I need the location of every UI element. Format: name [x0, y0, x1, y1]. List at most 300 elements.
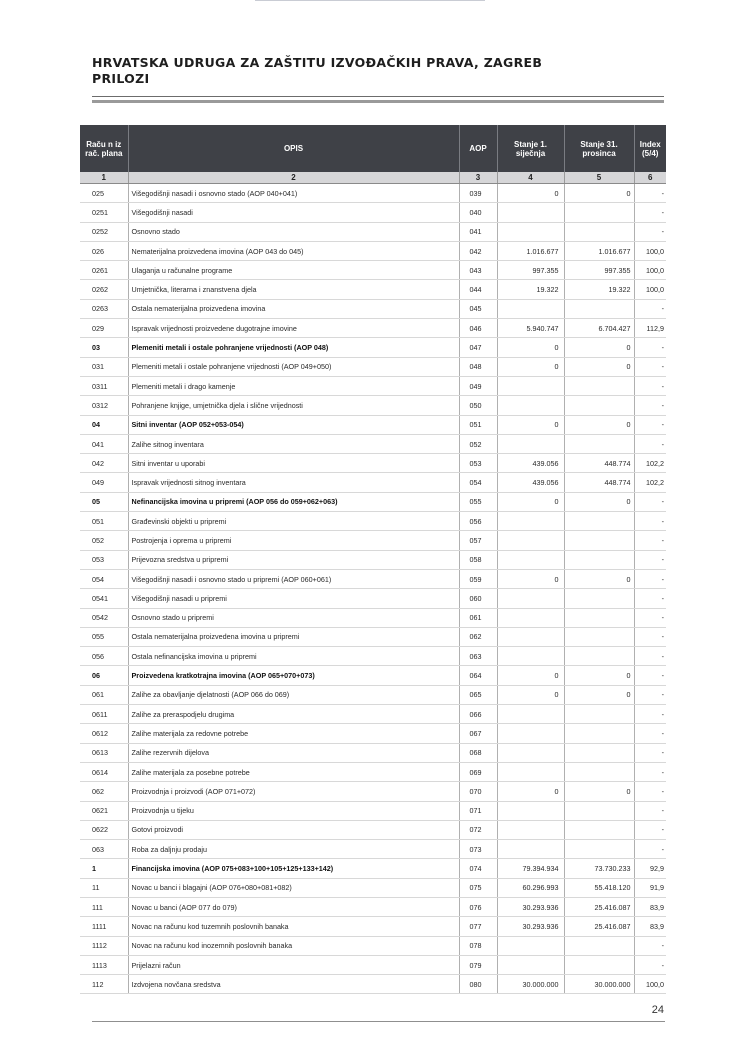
column-number: 3: [459, 172, 497, 184]
table-row: [80, 705, 666, 724]
table-row: [80, 589, 666, 608]
index-cell: 100,0: [634, 261, 666, 280]
description-cell: Višegodišnji nasadi i osnovno stado (AOP 040+041): [128, 184, 459, 203]
aop-cell: 044: [459, 280, 497, 299]
aop-cell: 072: [459, 820, 497, 839]
aop-cell: 067: [459, 724, 497, 743]
account-code-cell: 04: [80, 415, 128, 434]
account-code-cell: 03: [80, 338, 128, 357]
index-cell: -: [634, 647, 666, 666]
account-code-cell: 0614: [80, 762, 128, 781]
table-row: [80, 859, 666, 878]
aop-cell: 075: [459, 878, 497, 897]
description-cell: Ispravak vrijednosti sitnog inventara: [128, 473, 459, 492]
table-row: [80, 492, 666, 511]
account-code-cell: 0262: [80, 280, 128, 299]
opening-balance-cell: 0: [497, 569, 564, 588]
index-cell: -: [634, 762, 666, 781]
index-cell: -: [634, 299, 666, 318]
table-row: [80, 473, 666, 492]
table-row: [80, 647, 666, 666]
opening-balance-cell: [497, 762, 564, 781]
aop-cell: 064: [459, 666, 497, 685]
aop-cell: 057: [459, 531, 497, 550]
account-code-cell: 0251: [80, 203, 128, 222]
closing-balance-cell: 448.774: [564, 473, 634, 492]
column-number: 5: [564, 172, 634, 184]
opening-balance-cell: [497, 820, 564, 839]
index-cell: -: [634, 743, 666, 762]
table-row: [80, 376, 666, 395]
table-row: [80, 357, 666, 376]
opening-balance-cell: 0: [497, 184, 564, 203]
aop-cell: 069: [459, 762, 497, 781]
opening-balance-cell: [497, 840, 564, 859]
account-code-cell: 025: [80, 184, 128, 203]
account-code-cell: 052: [80, 531, 128, 550]
account-code-cell: 055: [80, 627, 128, 646]
closing-balance-cell: 0: [564, 184, 634, 203]
document-title: HRVATSKA UDRUGA ZA ZAŠTITU IZVOĐAČKIH PRAVA, ZAGREB: [92, 55, 543, 70]
closing-balance-cell: 25.416.087: [564, 897, 634, 916]
closing-balance-cell: [564, 222, 634, 241]
opening-balance-cell: 0: [497, 357, 564, 376]
account-code-cell: 0263: [80, 299, 128, 318]
account-code-cell: 06: [80, 666, 128, 685]
index-cell: -: [634, 840, 666, 859]
aop-cell: 043: [459, 261, 497, 280]
description-cell: Umjetnička, literarna i znanstvena djela: [128, 280, 459, 299]
description-cell: Proizvodnja u tijeku: [128, 801, 459, 820]
index-cell: -: [634, 724, 666, 743]
index-cell: -: [634, 608, 666, 627]
description-cell: Osnovno stado: [128, 222, 459, 241]
account-code-cell: 0252: [80, 222, 128, 241]
closing-balance-cell: [564, 376, 634, 395]
account-code-cell: 061: [80, 685, 128, 704]
table-row: [80, 241, 666, 260]
description-cell: Osnovno stado u pripremi: [128, 608, 459, 627]
description-cell: Sitni inventar u uporabi: [128, 454, 459, 473]
closing-balance-cell: 0: [564, 685, 634, 704]
account-code-cell: 1111: [80, 917, 128, 936]
closing-balance-cell: [564, 550, 634, 569]
index-cell: -: [634, 705, 666, 724]
opening-balance-cell: [497, 743, 564, 762]
aop-cell: 047: [459, 338, 497, 357]
aop-cell: 060: [459, 589, 497, 608]
description-cell: Zalihe materijala za redovne potrebe: [128, 724, 459, 743]
closing-balance-cell: [564, 820, 634, 839]
closing-balance-cell: [564, 724, 634, 743]
closing-balance-cell: [564, 647, 634, 666]
closing-balance-cell: 25.416.087: [564, 917, 634, 936]
description-cell: Plemeniti metali i drago kamenje: [128, 376, 459, 395]
document-header: [92, 55, 664, 87]
aop-cell: 052: [459, 434, 497, 453]
account-code-cell: 0612: [80, 724, 128, 743]
table-row: [80, 685, 666, 704]
aop-cell: 074: [459, 859, 497, 878]
opening-balance-cell: 19.322: [497, 280, 564, 299]
opening-balance-cell: 5.940.747: [497, 319, 564, 338]
index-cell: -: [634, 569, 666, 588]
index-cell: -: [634, 685, 666, 704]
description-cell: Pohranjene knjige, umjetnička djela i slične vrijednosti: [128, 396, 459, 415]
aop-cell: 080: [459, 975, 497, 994]
aop-cell: 054: [459, 473, 497, 492]
closing-balance-cell: 55.418.120: [564, 878, 634, 897]
index-cell: -: [634, 782, 666, 801]
aop-cell: 071: [459, 801, 497, 820]
index-cell: -: [634, 376, 666, 395]
table-row: [80, 975, 666, 994]
opening-balance-cell: 997.355: [497, 261, 564, 280]
closing-balance-cell: 0: [564, 357, 634, 376]
table-row: [80, 512, 666, 531]
index-cell: 102,2: [634, 454, 666, 473]
description-cell: Zalihe materijala za posebne potrebe: [128, 762, 459, 781]
opening-balance-cell: [497, 608, 564, 627]
index-cell: 91,9: [634, 878, 666, 897]
closing-balance-cell: [564, 743, 634, 762]
description-cell: Gotovi proizvodi: [128, 820, 459, 839]
index-cell: -: [634, 338, 666, 357]
closing-balance-cell: 0: [564, 782, 634, 801]
description-cell: Novac u banci (AOP 077 do 079): [128, 897, 459, 916]
description-cell: Višegodišnji nasadi i osnovno stado u pripremi (AOP 060+061): [128, 569, 459, 588]
table-row: [80, 550, 666, 569]
opening-balance-cell: [497, 512, 564, 531]
opening-balance-cell: 79.394.934: [497, 859, 564, 878]
opening-balance-cell: [497, 801, 564, 820]
closing-balance-cell: 0: [564, 338, 634, 357]
column-header-description: OPIS: [128, 125, 459, 172]
aop-cell: 056: [459, 512, 497, 531]
aop-cell: 077: [459, 917, 497, 936]
table-row: [80, 280, 666, 299]
description-cell: Izdvojena novčana sredstva: [128, 975, 459, 994]
table-row: [80, 724, 666, 743]
table-row: [80, 762, 666, 781]
description-cell: Sitni inventar (AOP 052+053-054): [128, 415, 459, 434]
aop-cell: 051: [459, 415, 497, 434]
account-code-cell: 026: [80, 241, 128, 260]
aop-cell: 055: [459, 492, 497, 511]
opening-balance-cell: 0: [497, 782, 564, 801]
index-cell: -: [634, 184, 666, 203]
table-row: [80, 434, 666, 453]
description-cell: Novac na računu kod inozemnih poslovnih banaka: [128, 936, 459, 955]
opening-balance-cell: [497, 724, 564, 743]
description-cell: Zalihe za preraspodjelu drugima: [128, 705, 459, 724]
index-cell: -: [634, 550, 666, 569]
opening-balance-cell: [497, 376, 564, 395]
description-cell: Ulaganja u računalne programe: [128, 261, 459, 280]
aop-cell: 039: [459, 184, 497, 203]
table-row: [80, 261, 666, 280]
index-cell: 92,9: [634, 859, 666, 878]
table-row: [80, 338, 666, 357]
index-cell: 112,9: [634, 319, 666, 338]
top-divider: [255, 0, 485, 1]
column-header-closing-balance: Stanje 31. prosinca: [564, 125, 634, 172]
index-cell: -: [634, 222, 666, 241]
aop-cell: 079: [459, 955, 497, 974]
opening-balance-cell: 30.293.936: [497, 917, 564, 936]
description-cell: Prijevozna sredstva u pripremi: [128, 550, 459, 569]
account-code-cell: 051: [80, 512, 128, 531]
description-cell: Građevinski objekti u pripremi: [128, 512, 459, 531]
aop-cell: 076: [459, 897, 497, 916]
opening-balance-cell: [497, 222, 564, 241]
opening-balance-cell: [497, 396, 564, 415]
index-cell: -: [634, 357, 666, 376]
aop-cell: 066: [459, 705, 497, 724]
index-cell: 100,0: [634, 280, 666, 299]
account-code-cell: 0613: [80, 743, 128, 762]
description-cell: Novac na računu kod tuzemnih poslovnih banaka: [128, 917, 459, 936]
document-subtitle: PRILOZI: [92, 71, 150, 86]
closing-balance-cell: [564, 840, 634, 859]
table-row: [80, 299, 666, 318]
aop-cell: 059: [459, 569, 497, 588]
account-code-cell: 11: [80, 878, 128, 897]
account-code-cell: 062: [80, 782, 128, 801]
table-row: [80, 897, 666, 916]
closing-balance-cell: 448.774: [564, 454, 634, 473]
account-code-cell: 029: [80, 319, 128, 338]
description-cell: Zalihe sitnog inventara: [128, 434, 459, 453]
index-cell: -: [634, 415, 666, 434]
description-cell: Proizvodnja i proizvodi (AOP 071+072): [128, 782, 459, 801]
closing-balance-cell: [564, 396, 634, 415]
account-code-cell: 054: [80, 569, 128, 588]
description-cell: Zalihe rezervnih dijelova: [128, 743, 459, 762]
aop-cell: 068: [459, 743, 497, 762]
description-cell: Prijelazni račun: [128, 955, 459, 974]
closing-balance-cell: [564, 531, 634, 550]
closing-balance-cell: 6.704.427: [564, 319, 634, 338]
closing-balance-cell: [564, 608, 634, 627]
opening-balance-cell: 30.293.936: [497, 897, 564, 916]
table-row: [80, 955, 666, 974]
closing-balance-cell: 0: [564, 415, 634, 434]
index-cell: -: [634, 589, 666, 608]
opening-balance-cell: 0: [497, 666, 564, 685]
index-cell: -: [634, 627, 666, 646]
index-cell: -: [634, 955, 666, 974]
index-cell: -: [634, 396, 666, 415]
account-code-cell: 042: [80, 454, 128, 473]
column-number: 2: [128, 172, 459, 184]
aop-cell: 040: [459, 203, 497, 222]
closing-balance-cell: 1.016.677: [564, 241, 634, 260]
account-code-cell: 031: [80, 357, 128, 376]
table-row: [80, 608, 666, 627]
closing-balance-cell: 0: [564, 569, 634, 588]
opening-balance-cell: 60.296.993: [497, 878, 564, 897]
account-code-cell: 0311: [80, 376, 128, 395]
column-number: 4: [497, 172, 564, 184]
table-row: [80, 936, 666, 955]
account-code-cell: 053: [80, 550, 128, 569]
opening-balance-cell: [497, 531, 564, 550]
index-cell: -: [634, 801, 666, 820]
description-cell: Nematerijalna proizvedena imovina (AOP 043 do 045): [128, 241, 459, 260]
description-cell: Ostala nematerijalna proizvedena imovina: [128, 299, 459, 318]
index-cell: -: [634, 666, 666, 685]
account-code-cell: 05: [80, 492, 128, 511]
account-code-cell: 111: [80, 897, 128, 916]
aop-cell: 046: [459, 319, 497, 338]
opening-balance-cell: 439.056: [497, 473, 564, 492]
closing-balance-cell: [564, 801, 634, 820]
aop-cell: 061: [459, 608, 497, 627]
closing-balance-cell: 0: [564, 666, 634, 685]
header-rule-thin: [92, 96, 664, 97]
description-cell: Financijska imovina (AOP 075+083+100+105+125+133+142): [128, 859, 459, 878]
aop-cell: 053: [459, 454, 497, 473]
index-cell: -: [634, 820, 666, 839]
account-code-cell: 112: [80, 975, 128, 994]
description-cell: Ostala nefinancijska imovina u pripremi: [128, 647, 459, 666]
aop-cell: 063: [459, 647, 497, 666]
column-number-row: [80, 172, 666, 184]
aop-cell: 065: [459, 685, 497, 704]
table-row: [80, 531, 666, 550]
opening-balance-cell: [497, 299, 564, 318]
table-row: [80, 917, 666, 936]
table-row: [80, 878, 666, 897]
footer-rule: [92, 1021, 665, 1022]
column-number: 6: [634, 172, 666, 184]
column-header-opening-balance: Stanje 1. siječnja: [497, 125, 564, 172]
opening-balance-cell: 0: [497, 685, 564, 704]
table-row: [80, 203, 666, 222]
table-header-row: [80, 125, 666, 172]
description-cell: Nefinancijska imovina u pripremi (AOP 056 do 059+062+063): [128, 492, 459, 511]
description-cell: Plemeniti metali i ostale pohranjene vrijednosti (AOP 049+050): [128, 357, 459, 376]
description-cell: Roba za daljnju prodaju: [128, 840, 459, 859]
column-header-index: Index (5/4): [634, 125, 666, 172]
aop-cell: 042: [459, 241, 497, 260]
index-cell: -: [634, 492, 666, 511]
column-header-account: Raču n iz rač. plana: [80, 125, 128, 172]
table-row: [80, 666, 666, 685]
account-code-cell: 0542: [80, 608, 128, 627]
opening-balance-cell: [497, 550, 564, 569]
account-code-cell: 056: [80, 647, 128, 666]
description-cell: Višegodišnji nasadi u pripremi: [128, 589, 459, 608]
index-cell: -: [634, 531, 666, 550]
opening-balance-cell: [497, 955, 564, 974]
table-row: [80, 415, 666, 434]
column-header-aop: AOP: [459, 125, 497, 172]
opening-balance-cell: 1.016.677: [497, 241, 564, 260]
description-cell: Ispravak vrijednosti proizvedene dugotrajne imovine: [128, 319, 459, 338]
account-code-cell: 1113: [80, 955, 128, 974]
account-code-cell: 0611: [80, 705, 128, 724]
table-row: [80, 184, 666, 203]
account-code-cell: 0541: [80, 589, 128, 608]
closing-balance-cell: [564, 512, 634, 531]
aop-cell: 062: [459, 627, 497, 646]
index-cell: 102,2: [634, 473, 666, 492]
opening-balance-cell: 0: [497, 415, 564, 434]
table-row: [80, 820, 666, 839]
closing-balance-cell: [564, 627, 634, 646]
closing-balance-cell: [564, 936, 634, 955]
opening-balance-cell: 0: [497, 492, 564, 511]
account-code-cell: 063: [80, 840, 128, 859]
closing-balance-cell: [564, 434, 634, 453]
closing-balance-cell: [564, 589, 634, 608]
aop-cell: 070: [459, 782, 497, 801]
opening-balance-cell: [497, 434, 564, 453]
account-code-cell: 1112: [80, 936, 128, 955]
opening-balance-cell: [497, 647, 564, 666]
account-code-cell: 0622: [80, 820, 128, 839]
table-row: [80, 454, 666, 473]
account-code-cell: 0261: [80, 261, 128, 280]
closing-balance-cell: [564, 762, 634, 781]
description-cell: Proizvedena kratkotrajna imovina (AOP 065+070+073): [128, 666, 459, 685]
index-cell: -: [634, 203, 666, 222]
financial-table: [80, 125, 666, 994]
opening-balance-cell: 30.000.000: [497, 975, 564, 994]
opening-balance-cell: 439.056: [497, 454, 564, 473]
closing-balance-cell: [564, 955, 634, 974]
table-row: [80, 627, 666, 646]
index-cell: 83,9: [634, 897, 666, 916]
account-code-cell: 041: [80, 434, 128, 453]
aop-cell: 045: [459, 299, 497, 318]
column-number: 1: [80, 172, 128, 184]
index-cell: 100,0: [634, 975, 666, 994]
header-rule-thick: [92, 100, 664, 103]
aop-cell: 078: [459, 936, 497, 955]
table-row: [80, 840, 666, 859]
opening-balance-cell: [497, 705, 564, 724]
closing-balance-cell: 19.322: [564, 280, 634, 299]
opening-balance-cell: [497, 203, 564, 222]
opening-balance-cell: [497, 589, 564, 608]
aop-cell: 073: [459, 840, 497, 859]
closing-balance-cell: 73.730.233: [564, 859, 634, 878]
table-row: [80, 782, 666, 801]
table-row: [80, 743, 666, 762]
aop-cell: 058: [459, 550, 497, 569]
opening-balance-cell: [497, 936, 564, 955]
table-row: [80, 801, 666, 820]
account-code-cell: 1: [80, 859, 128, 878]
opening-balance-cell: 0: [497, 338, 564, 357]
closing-balance-cell: 0: [564, 492, 634, 511]
aop-cell: 050: [459, 396, 497, 415]
index-cell: 83,9: [634, 917, 666, 936]
aop-cell: 049: [459, 376, 497, 395]
closing-balance-cell: 997.355: [564, 261, 634, 280]
closing-balance-cell: 30.000.000: [564, 975, 634, 994]
account-code-cell: 049: [80, 473, 128, 492]
opening-balance-cell: [497, 627, 564, 646]
index-cell: 100,0: [634, 241, 666, 260]
index-cell: -: [634, 512, 666, 531]
index-cell: -: [634, 434, 666, 453]
index-cell: -: [634, 936, 666, 955]
table-row: [80, 569, 666, 588]
